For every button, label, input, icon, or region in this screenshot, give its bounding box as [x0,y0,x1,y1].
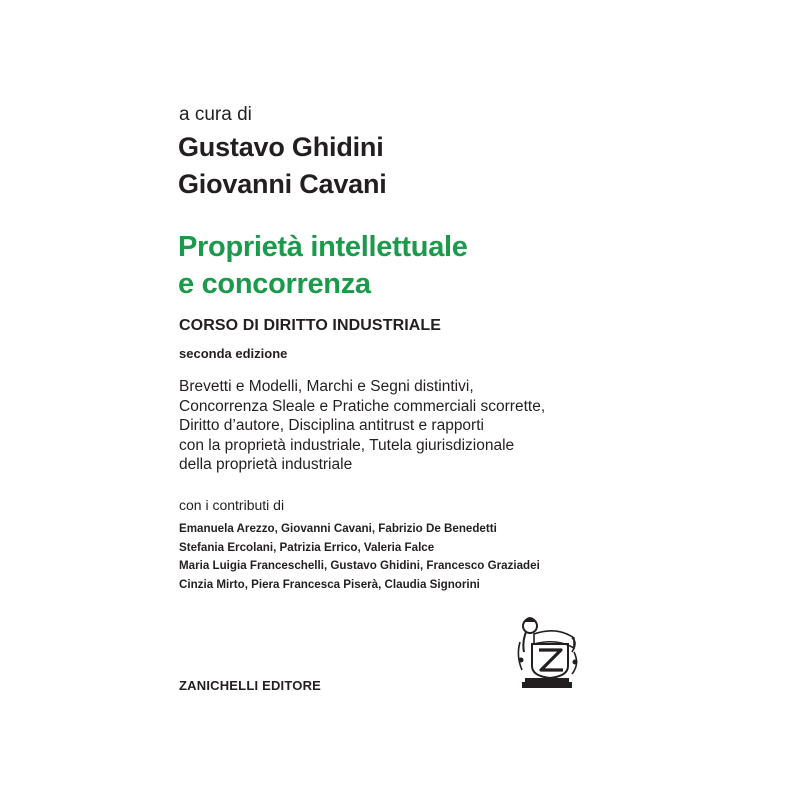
topic-line: della proprietà industriale [179,456,353,473]
topic-line: con la proprietà industriale, Tutela giurisdizionale [179,436,515,454]
topic-line: Brevetti e Modelli, Marchi e Segni distintivi, [179,378,474,395]
publisher-name: ZANICHELLI EDITORE [179,678,322,693]
contributors-label: con i contributi di [179,497,285,513]
topic-line: Concorrenza Sleale e Pratiche commerciali scorrette, [179,397,546,415]
edition-label: seconda edizione [179,346,288,361]
title-line: e concorrenza [178,268,371,300]
contributors-line: Stefania Ercolani, Patrizia Errico, Valeria Falce [179,540,435,554]
zanichelli-crest-logo [512,612,582,690]
editor-name: Giovanni Cavani [178,169,387,199]
editor-name: Gustavo Ghidini [178,132,384,162]
curated-by-label: a cura di [179,104,252,125]
title-line: Proprietà intellettuale [178,231,468,263]
contributors-line: Emanuela Arezzo, Giovanni Cavani, Fabrizio De Benedetti [179,522,497,535]
contributors-list [179,520,540,594]
book-title [178,229,468,303]
topics-list [179,377,545,475]
topic-line: Diritto d’autore, Disciplina antitrust e rapporti [179,417,484,434]
book-subtitle: CORSO DI DIRITTO INDUSTRIALE [179,317,442,334]
contributors-line: Maria Luigia Franceschelli, Gustavo Ghidini, Francesco Graziadei [179,559,540,572]
contributors-line: Cinzia Mirto, Piera Francesca Piserà, Claudia Signorini [179,577,480,591]
